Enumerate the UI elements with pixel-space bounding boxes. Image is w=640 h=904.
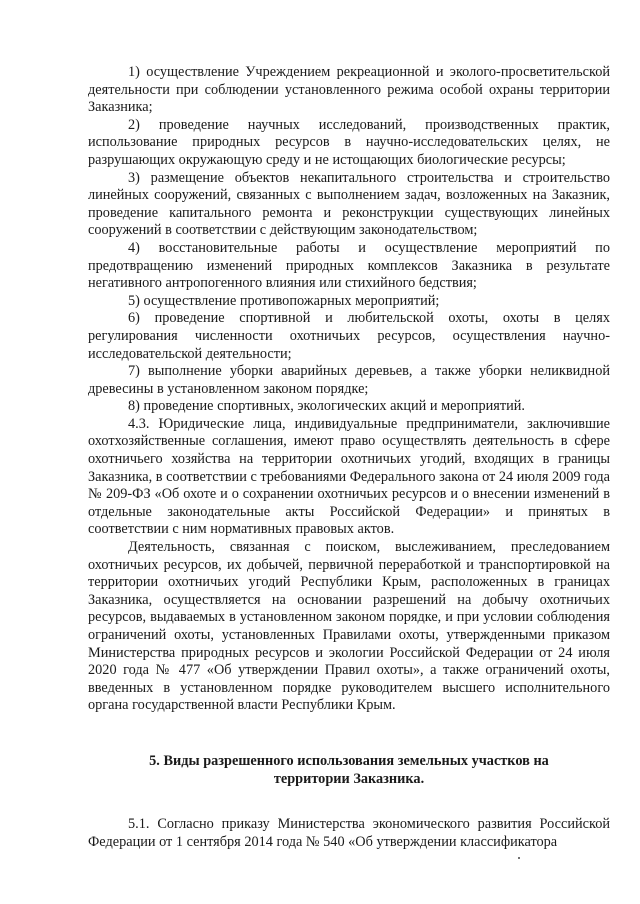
list-item-1: 1) осуществление Учреждением рекреационной и эколого-просветительской деятельности при соблюдении установленного режима особой охраны территории Заказника; [88, 64, 610, 116]
clause-4-3: 4.3. Юридические лица, индивидуальные предприниматели, заключившие охотхозяйственные соглашения, имеют право осуществлять деятельность в сфере охотничьего хозяйства на территории охотничьих угодий, входящих в границы Заказника, в соответствии с требованиями Федерального закона от 24 июля 2009 года № 209-ФЗ «Об охоте и о сохранении охотничьих ресурсов и о внесении изменений в отдельные законодательные акты Российской Федерации» и принятых в соответствии с ним нормативных правовых актов. [88, 415, 611, 538]
list-item-2: 2) проведение научных исследований, производственных практик, использование природных ресурсов в научно-исследовательских целях, не разрушающих окружающую среду и не истощающих биологические ресурсы; [88, 116, 610, 168]
list-item-4: 4) восстановительные работы и осуществление мероприятий по предотвращению изменений природных комплексов Заказника в результате негативного антропогенного влияния или стихийного бедствия; [88, 239, 610, 292]
list-item-5: 5) осуществление противопожарных мероприятий; [128, 292, 440, 309]
clause-5-1: 5.1. Согласно приказу Министерства экономического развития Российской Федерации от 1 сентября 2014 года № 540 «Об утверждении классификатора [88, 815, 610, 850]
section-5-heading-line1: 5. Виды разрешенного использования земельных участков на [149, 752, 549, 769]
hunting-activity-paragraph: Деятельность, связанная с поиском, выслеживанием, преследованием охотничьих ресурсов, их добычей, первичной переработкой и транспортировкой на территории охотничьих угодий Республики Крым, расположенных в границах Заказника, осуществляется на основании разрешений на добычу охотничьих ресурсов, выдаваемых в установленном законом порядке, и при условии соблюдения ограничений охоты, установленных Правилами охоты, утвержденными приказом Министерства природных ресурсов и экологии Российской Федерации от 24 июля 2020 года № 477 «Об утверждении Правил охоты», а также ограничений охоты, введенных в установленном порядке руководителем высшего исполнительного органа государственной власти Республики Крым. [88, 539, 610, 714]
section-5-heading [88, 752, 610, 788]
document-page [88, 64, 610, 851]
list-item-7: 7) выполнение уборки аварийных деревьев, а также уборки неликвидной древесины в установленном законом порядке; [88, 363, 610, 397]
list-item-8: 8) проведение спортивных, экологических акций и мероприятий. [128, 398, 525, 415]
list-item-6: 6) проведение спортивной и любительской охоты, охоты в целях регулирования численности охотничьих ресурсов, осуществления научно-исследовательской деятельности; [88, 310, 610, 362]
section-5-heading-line2: территории Заказника. [273, 770, 425, 787]
list-item-3: 3) размещение объектов некапитального строительства и строительство линейных сооружений, связанных с выполнением задач, возложенных на Заказник, проведение капитального ремонта и реконструкции существующих линейных сооружений в соответствии с действующим законодательством; [88, 169, 610, 239]
scan-speck [518, 857, 520, 859]
